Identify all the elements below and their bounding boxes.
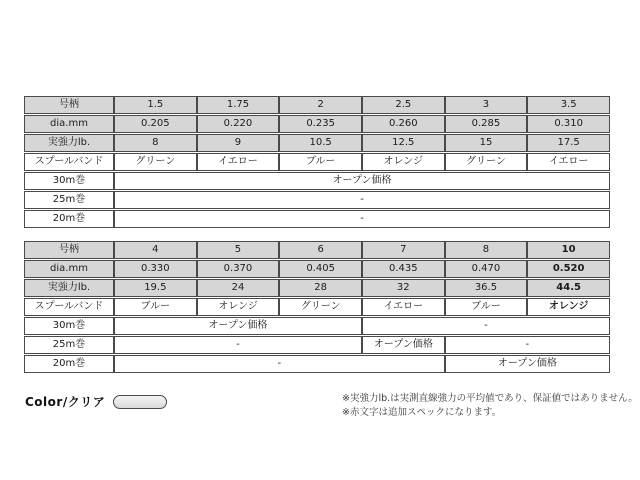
row-label-size: 号柄: [24, 241, 114, 259]
color-label: Color/クリア: [25, 395, 106, 409]
cell-diameter: 0.310: [527, 115, 610, 133]
cell-diameter: 0.330: [114, 260, 197, 278]
table-row-size: [24, 96, 610, 114]
table-row-20m: [24, 355, 610, 373]
cell-strength: 10.5: [279, 134, 362, 152]
cell-price-30m: -: [362, 317, 610, 335]
row-label-25m: 25m巻: [24, 336, 114, 354]
cell-price-25m: -: [114, 191, 610, 209]
spec-table-small-sizes: [24, 95, 610, 229]
footnote-red-text: ※赤文字は追加スペックになります。: [342, 407, 502, 418]
table-row-strength: [24, 279, 610, 297]
cell-strength: 8: [114, 134, 197, 152]
row-label-spool-band: スプールバンド: [24, 153, 114, 171]
cell-strength: 17.5: [527, 134, 610, 152]
cell-strength-added-spec: 44.5: [527, 279, 610, 297]
cell-price-30m: オープン価格: [114, 317, 362, 335]
cell-size: 1.75: [197, 96, 280, 114]
cell-size: 1.5: [114, 96, 197, 114]
spec-table-large-sizes: [24, 240, 610, 374]
cell-price-20m: -: [114, 355, 445, 373]
row-label-size: 号柄: [24, 96, 114, 114]
cell-diameter-added-spec: 0.520: [527, 260, 610, 278]
cell-band-yellow: イエロー: [362, 298, 445, 316]
cell-band-yellow: イエロー: [527, 153, 610, 171]
row-label-30m: 30m巻: [24, 317, 114, 335]
table-row-diameter: [24, 115, 610, 133]
cell-band-green: グリーン: [114, 153, 197, 171]
cell-diameter: 0.405: [279, 260, 362, 278]
cell-size: 8: [445, 241, 528, 259]
row-label-25m: 25m巻: [24, 191, 114, 209]
cell-diameter: 0.285: [445, 115, 528, 133]
cell-price-20m: オープン価格: [445, 355, 610, 373]
cell-band-orange: オレンジ: [197, 298, 280, 316]
cell-band-blue: ブルー: [114, 298, 197, 316]
cell-size: 5: [197, 241, 280, 259]
cell-diameter: 0.220: [197, 115, 280, 133]
color-row: [25, 393, 167, 410]
cell-band-yellow: イエロー: [197, 153, 280, 171]
cell-band-orange: オレンジ: [362, 153, 445, 171]
table-row-strength: [24, 134, 610, 152]
cell-price-30m: オープン価格: [114, 172, 610, 190]
cell-diameter: 0.435: [362, 260, 445, 278]
cell-diameter: 0.370: [197, 260, 280, 278]
cell-price-20m: -: [114, 210, 610, 228]
cell-size: 2: [279, 96, 362, 114]
row-label-strength: 実強力lb.: [24, 279, 114, 297]
cell-size: 4: [114, 241, 197, 259]
cell-size: 6: [279, 241, 362, 259]
cell-size: 3.5: [527, 96, 610, 114]
row-label-diameter: dia.mm: [24, 260, 114, 278]
cell-size-added-spec: 10: [527, 241, 610, 259]
cell-strength: 24: [197, 279, 280, 297]
cell-size: 3: [445, 96, 528, 114]
table-row-30m: [24, 317, 610, 335]
table-row-20m: [24, 210, 610, 228]
cell-size: 7: [362, 241, 445, 259]
cell-diameter: 0.205: [114, 115, 197, 133]
cell-strength: 28: [279, 279, 362, 297]
cell-strength: 12.5: [362, 134, 445, 152]
cell-band-orange-added-spec: オレンジ: [527, 298, 610, 316]
cell-band-green: グリーン: [279, 298, 362, 316]
table-row-25m: [24, 336, 610, 354]
clear-line-swatch: [113, 395, 167, 409]
cell-price-25m: -: [445, 336, 610, 354]
row-label-diameter: dia.mm: [24, 115, 114, 133]
table-row-30m: [24, 172, 610, 190]
cell-strength: 9: [197, 134, 280, 152]
cell-diameter: 0.260: [362, 115, 445, 133]
cell-price-25m: -: [114, 336, 362, 354]
table-row-spool-band: [24, 298, 610, 316]
cell-band-blue: ブルー: [279, 153, 362, 171]
row-label-30m: 30m巻: [24, 172, 114, 190]
cell-price-25m: オープン価格: [362, 336, 445, 354]
cell-strength: 36.5: [445, 279, 528, 297]
footnote-strength: ※実強力lb.は実測直線強力の平均値であり、保証値ではありません。: [342, 393, 638, 404]
cell-diameter: 0.470: [445, 260, 528, 278]
row-label-20m: 20m巻: [24, 210, 114, 228]
cell-strength: 19.5: [114, 279, 197, 297]
cell-strength: 32: [362, 279, 445, 297]
table-row-spool-band: [24, 153, 610, 171]
table-row-size: [24, 241, 610, 259]
cell-diameter: 0.235: [279, 115, 362, 133]
row-label-strength: 実強力lb.: [24, 134, 114, 152]
footnotes: [342, 392, 638, 420]
cell-size: 2.5: [362, 96, 445, 114]
cell-strength: 15: [445, 134, 528, 152]
row-label-spool-band: スプールバンド: [24, 298, 114, 316]
row-label-20m: 20m巻: [24, 355, 114, 373]
table-row-25m: [24, 191, 610, 209]
cell-band-blue: ブルー: [445, 298, 528, 316]
cell-band-green: グリーン: [445, 153, 528, 171]
table-row-diameter: [24, 260, 610, 278]
